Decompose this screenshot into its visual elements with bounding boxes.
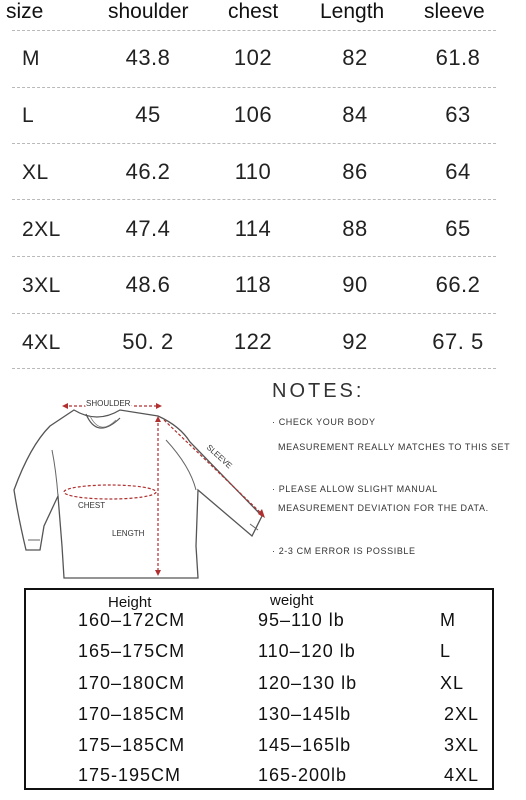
sleeve-value: 65 [445, 216, 471, 241]
sleeve-value: 66.2 [435, 272, 481, 297]
shoulder-label: SHOULDER [86, 399, 131, 408]
header-chest: chest [228, 0, 279, 23]
height-weight-table [24, 588, 494, 790]
measurement-guide [0, 378, 526, 588]
size-code: M [440, 610, 456, 630]
note-line: · CHECK YOUR BODY [272, 417, 376, 427]
sleeve-value: 67. 5 [432, 329, 484, 354]
weight-range: 145–165lb [258, 735, 352, 755]
size-label: 3XL [22, 274, 61, 297]
notes-title: NOTES: [272, 380, 365, 402]
weight-range: 165-200lb [258, 765, 348, 785]
note-line: · PLEASE ALLOW SLIGHT MANUAL [272, 484, 438, 494]
size-label: XL [22, 161, 49, 184]
weight-header: weight [270, 592, 314, 609]
weight-range: 130–145lb [258, 704, 352, 724]
note-line: MEASUREMENT DEVIATION FOR THE DATA. [278, 503, 489, 513]
size-label: M [22, 47, 40, 70]
size-code: L [440, 641, 452, 661]
height-range: 160–172CM [78, 610, 186, 630]
row-divider [12, 30, 496, 31]
shirt-outline [14, 410, 262, 578]
size-label: 2XL [22, 218, 61, 241]
size-code: XL [440, 673, 465, 693]
header-size: size [6, 0, 44, 23]
length-value: 92 [342, 329, 368, 354]
weight-range: 120–130 lb [258, 673, 358, 693]
size-label: L [22, 104, 35, 127]
length-value: 86 [342, 159, 368, 184]
length-value: 88 [342, 216, 368, 241]
sleeve-label: SLEEVE [204, 442, 234, 471]
sleeve-value: 61.8 [435, 45, 481, 70]
shirt-measurement-diagram [0, 378, 270, 588]
shoulder-value: 45 [135, 102, 161, 127]
chest-label: CHEST [78, 501, 106, 510]
weight-range: 95–110 lb [258, 610, 345, 630]
sleeve-seam [166, 440, 196, 490]
size-code: 4XL [444, 765, 480, 785]
weight-range: 110–120 lb [258, 641, 356, 661]
sleeve-seam [52, 450, 58, 496]
size-code: 3XL [444, 735, 480, 755]
shoulder-value: 46.2 [125, 159, 171, 184]
length-value: 82 [342, 45, 368, 70]
chest-measure-ellipse [64, 485, 156, 499]
sleeve-value: 63 [445, 102, 471, 127]
arrow-head [156, 403, 162, 409]
length-value: 90 [342, 272, 368, 297]
row-divider [12, 199, 496, 200]
sleeve-arrow [164, 420, 264, 516]
size-label: 4XL [22, 331, 61, 354]
chest-value: 114 [234, 216, 272, 241]
row-divider [12, 256, 496, 257]
row-divider [12, 313, 496, 314]
height-range: 170–185CM [78, 704, 186, 724]
shoulder-value: 48.6 [125, 272, 171, 297]
note-line: · 2-3 CM ERROR IS POSSIBLE [272, 546, 416, 556]
shoulder-value: 47.4 [125, 216, 171, 241]
chest-value: 118 [234, 272, 272, 297]
shoulder-value: 43.8 [125, 45, 171, 70]
arrow-head [62, 403, 68, 409]
height-header: Height [108, 594, 152, 611]
length-label: LENGTH [112, 529, 145, 538]
header-sleeve: sleeve [424, 0, 485, 23]
note-line: MEASUREMENT REALLY MATCHES TO THIS SET [278, 442, 511, 452]
row-divider [12, 143, 496, 144]
row-divider [12, 87, 496, 88]
length-value: 84 [342, 102, 368, 127]
height-range: 165–175CM [78, 641, 186, 661]
height-range: 170–180CM [78, 673, 186, 693]
header-shoulder: shoulder [108, 0, 189, 23]
height-range: 175-195CM [78, 765, 182, 785]
chest-value: 110 [234, 159, 272, 184]
size-chart-table [0, 0, 526, 370]
row-divider [12, 368, 496, 369]
chest-value: 122 [233, 329, 273, 354]
height-range: 175–185CM [78, 735, 186, 755]
sleeve-value: 64 [445, 159, 471, 184]
shoulder-value: 50. 2 [122, 329, 174, 354]
header-length: Length [320, 0, 385, 23]
chest-value: 106 [233, 102, 273, 127]
size-code: 2XL [444, 704, 480, 724]
chest-value: 102 [233, 45, 273, 70]
arrow-head [155, 570, 161, 576]
